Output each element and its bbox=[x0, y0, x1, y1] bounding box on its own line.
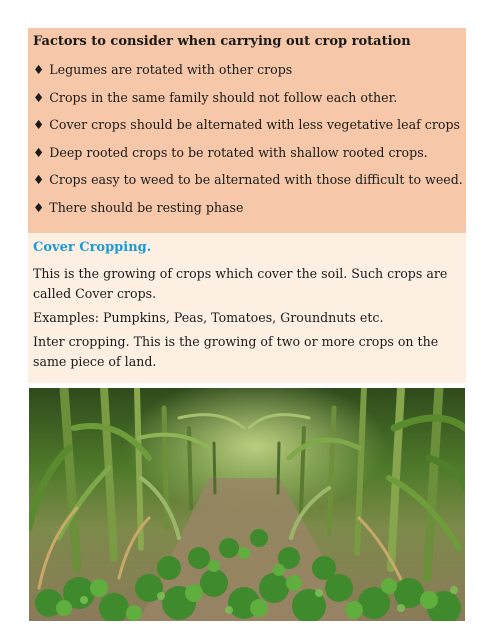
examples-paragraph: Examples: Pumpkins, Peas, Tomatoes, Groundnuts etc. bbox=[33, 310, 384, 325]
list-item bbox=[33, 143, 461, 163]
heading-dot: . bbox=[146, 240, 152, 255]
cover-cropping-heading-text: Cover Cropping bbox=[33, 240, 147, 255]
definition-paragraph: This is the growing of crops which cover the soil. Such crops are called Cover crops. bbox=[33, 266, 448, 301]
list-item bbox=[33, 170, 461, 190]
cover-crop-field-photo bbox=[29, 388, 465, 621]
factors-list bbox=[33, 60, 461, 218]
diamond-bullet-icon: ♦ bbox=[33, 172, 45, 188]
intercropping-paragraph: Inter cropping. This is the growing of two or more crops on the same piece of land. bbox=[33, 334, 439, 369]
list-item bbox=[33, 88, 461, 108]
list-item-text: Crops in the same family should not follow each other. bbox=[49, 89, 398, 105]
diamond-bullet-icon: ♦ bbox=[33, 89, 45, 105]
list-item bbox=[33, 60, 461, 80]
factors-heading: Factors to consider when carrying out crop rotation bbox=[33, 34, 411, 49]
cover-cropping-heading bbox=[33, 239, 461, 257]
list-item-text: Crops easy to weed to be alternated with those difficult to weed. bbox=[49, 172, 463, 188]
diamond-bullet-icon: ♦ bbox=[33, 62, 45, 77]
list-item-text: Deep rooted crops to be rotated with shallow rooted crops. bbox=[49, 144, 428, 160]
list-item-text: There should be resting phase bbox=[49, 199, 244, 215]
list-item bbox=[33, 198, 461, 218]
factors-section bbox=[28, 28, 466, 233]
list-item-text: Legumes are rotated with other crops bbox=[49, 62, 293, 77]
diamond-bullet-icon: ♦ bbox=[33, 144, 45, 160]
diamond-bullet-icon: ♦ bbox=[33, 117, 45, 133]
list-item-text: Cover crops should be alternated with less vegetative leaf crops bbox=[49, 117, 460, 133]
list-item bbox=[33, 115, 461, 135]
diamond-bullet-icon: ♦ bbox=[33, 199, 45, 215]
cover-cropping-section bbox=[28, 233, 466, 383]
